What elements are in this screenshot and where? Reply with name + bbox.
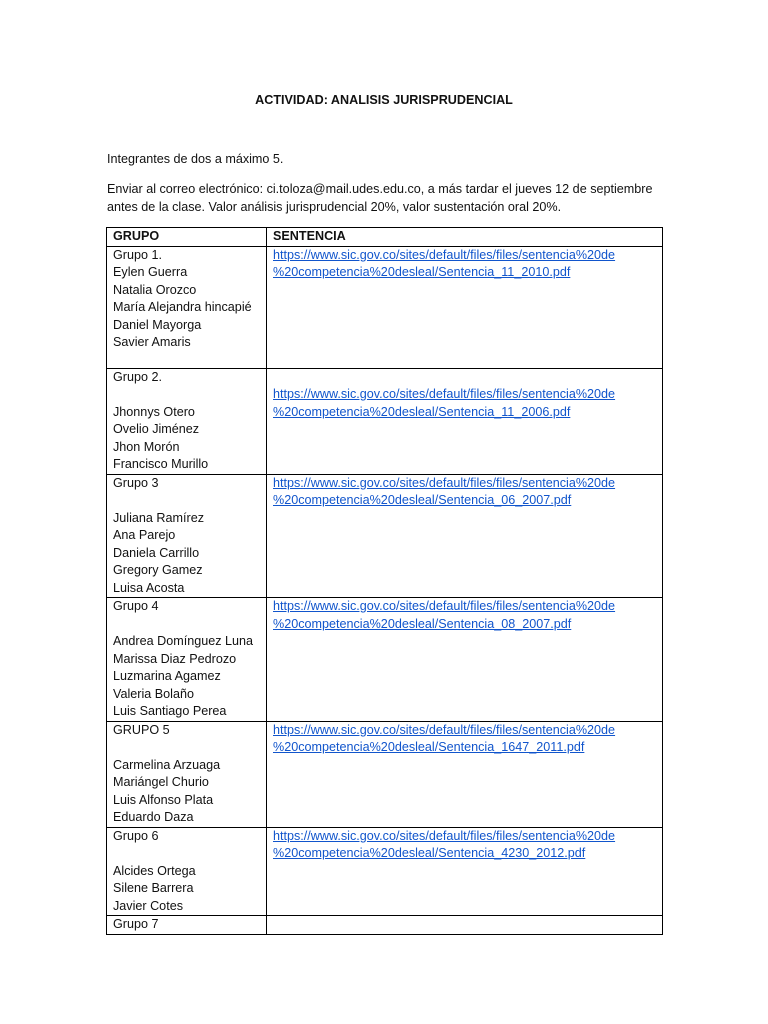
sentencia-link-line2: %20competencia%20desleal/Sentencia_11_2010.pdf <box>273 265 571 279</box>
header-sentencia: SENTENCIA <box>267 228 663 247</box>
sentencia-cell <box>267 474 663 598</box>
sentencia-link-line1: https://www.sic.gov.co/sites/default/files/files/sentencia%20de <box>273 828 616 843</box>
sentencia-link[interactable] <box>273 247 643 282</box>
sentencia-link[interactable] <box>273 598 643 633</box>
member-name: María Alejandra hincapié <box>113 300 252 314</box>
group-cell <box>107 598 267 722</box>
sentencia-cell <box>267 368 663 474</box>
sentencia-link-line1: https://www.sic.gov.co/sites/default/files/files/sentencia%20de <box>273 475 616 490</box>
group-cell <box>107 368 267 474</box>
document-title: ACTIVIDAD: ANALISIS JURISPRUDENCIAL <box>255 93 513 107</box>
sentencia-cell <box>267 827 663 916</box>
sentencia-link-line1: https://www.sic.gov.co/sites/default/files/files/sentencia%20de <box>273 599 616 613</box>
table-row <box>107 721 663 827</box>
member-name: Luis Santiago Perea <box>113 704 227 718</box>
sentencia-link-line2: %20competencia%20desleal/Sentencia_4230_2012.pdf <box>273 846 586 860</box>
sentencia-cell <box>267 598 663 722</box>
sentencia-link-line2: %20competencia%20desleal/Sentencia_06_2007.pdf <box>273 493 572 507</box>
member-name: Gregory Gamez <box>113 563 203 577</box>
member-name: Alcides Ortega <box>113 863 196 878</box>
sentencia-cell <box>267 246 663 368</box>
member-name: Daniela Carrillo <box>113 545 200 560</box>
member-name: Mariángel Churio <box>113 775 209 789</box>
sentencia-cell-empty <box>267 916 663 935</box>
sentencia-link[interactable] <box>273 722 643 757</box>
member-name: Luzmarina Agamez <box>113 669 221 683</box>
member-name: Luis Alfonso Plata <box>113 792 214 807</box>
group-label: Grupo 4 <box>113 599 159 613</box>
member-name: Luisa Acosta <box>113 580 185 595</box>
member-name: Carmelina Arzuaga <box>113 757 221 772</box>
members-note: Integrantes de dos a máximo 5. <box>107 152 284 166</box>
member-name: Jhon Morón <box>113 439 180 454</box>
member-name: Jhonnys Otero <box>113 404 195 419</box>
sentencia-link-line2: %20competencia%20desleal/Sentencia_08_2007.pdf <box>273 616 572 631</box>
groups-table <box>106 227 663 935</box>
sentencia-link-line2: %20competencia%20desleal/Sentencia_11_2006.pdf <box>273 404 571 419</box>
group-cell <box>107 474 267 598</box>
sentencia-link[interactable] <box>273 475 643 510</box>
member-name: Eylen Guerra <box>113 265 188 279</box>
member-name: Valeria Bolaño <box>113 686 194 701</box>
table-row <box>107 368 663 474</box>
member-name: Silene Barrera <box>113 881 194 895</box>
group-cell <box>107 246 267 368</box>
submission-instructions: Enviar al correo electrónico: ci.toloza@mail.udes.edu.co, a más tardar el jueves 12 de septiembre antes de la clase. Valor análisis jurisprudencial 20%, valor sustentación oral 20%. <box>107 182 653 214</box>
sentencia-link-line1: https://www.sic.gov.co/sites/default/files/files/sentencia%20de <box>273 387 616 401</box>
member-name: Daniel Mayorga <box>113 317 202 332</box>
table-row <box>107 916 663 935</box>
sentencia-link[interactable] <box>273 386 643 421</box>
member-name: Ana Parejo <box>113 528 176 542</box>
group-label: Grupo 7 <box>113 917 159 931</box>
sentencia-link-line1: https://www.sic.gov.co/sites/default/files/files/sentencia%20de <box>273 247 616 262</box>
group-label: Grupo 2. <box>113 369 163 384</box>
table-row <box>107 474 663 598</box>
sentencia-link-line1: https://www.sic.gov.co/sites/default/files/files/sentencia%20de <box>273 722 616 737</box>
member-name: Eduardo Daza <box>113 810 194 824</box>
table-header-row <box>107 228 663 247</box>
group-label: Grupo 6 <box>113 828 159 843</box>
member-name: Andrea Domínguez Luna <box>113 634 254 648</box>
group-label: Grupo 1. <box>113 247 163 262</box>
sentencia-link[interactable] <box>273 828 643 863</box>
sentencia-link-line2: %20competencia%20desleal/Sentencia_1647_2011.pdf <box>273 740 585 754</box>
table-row <box>107 827 663 916</box>
header-grupo: GRUPO <box>107 228 267 247</box>
member-name: Savier Amaris <box>113 335 191 349</box>
member-name: Ovelio Jiménez <box>113 422 200 436</box>
group-label: Grupo 3 <box>113 475 159 490</box>
group-label: GRUPO 5 <box>113 722 170 737</box>
member-name: Marissa Diaz Pedrozo <box>113 651 237 666</box>
member-name: Javier Cotes <box>113 898 183 913</box>
group-cell <box>107 827 267 916</box>
table-row <box>107 246 663 368</box>
group-cell <box>107 916 267 935</box>
table-row <box>107 598 663 722</box>
member-name: Juliana Ramírez <box>113 510 204 525</box>
member-name: Francisco Murillo <box>113 457 209 471</box>
member-name: Natalia Orozco <box>113 282 197 297</box>
sentencia-cell <box>267 721 663 827</box>
group-cell <box>107 721 267 827</box>
